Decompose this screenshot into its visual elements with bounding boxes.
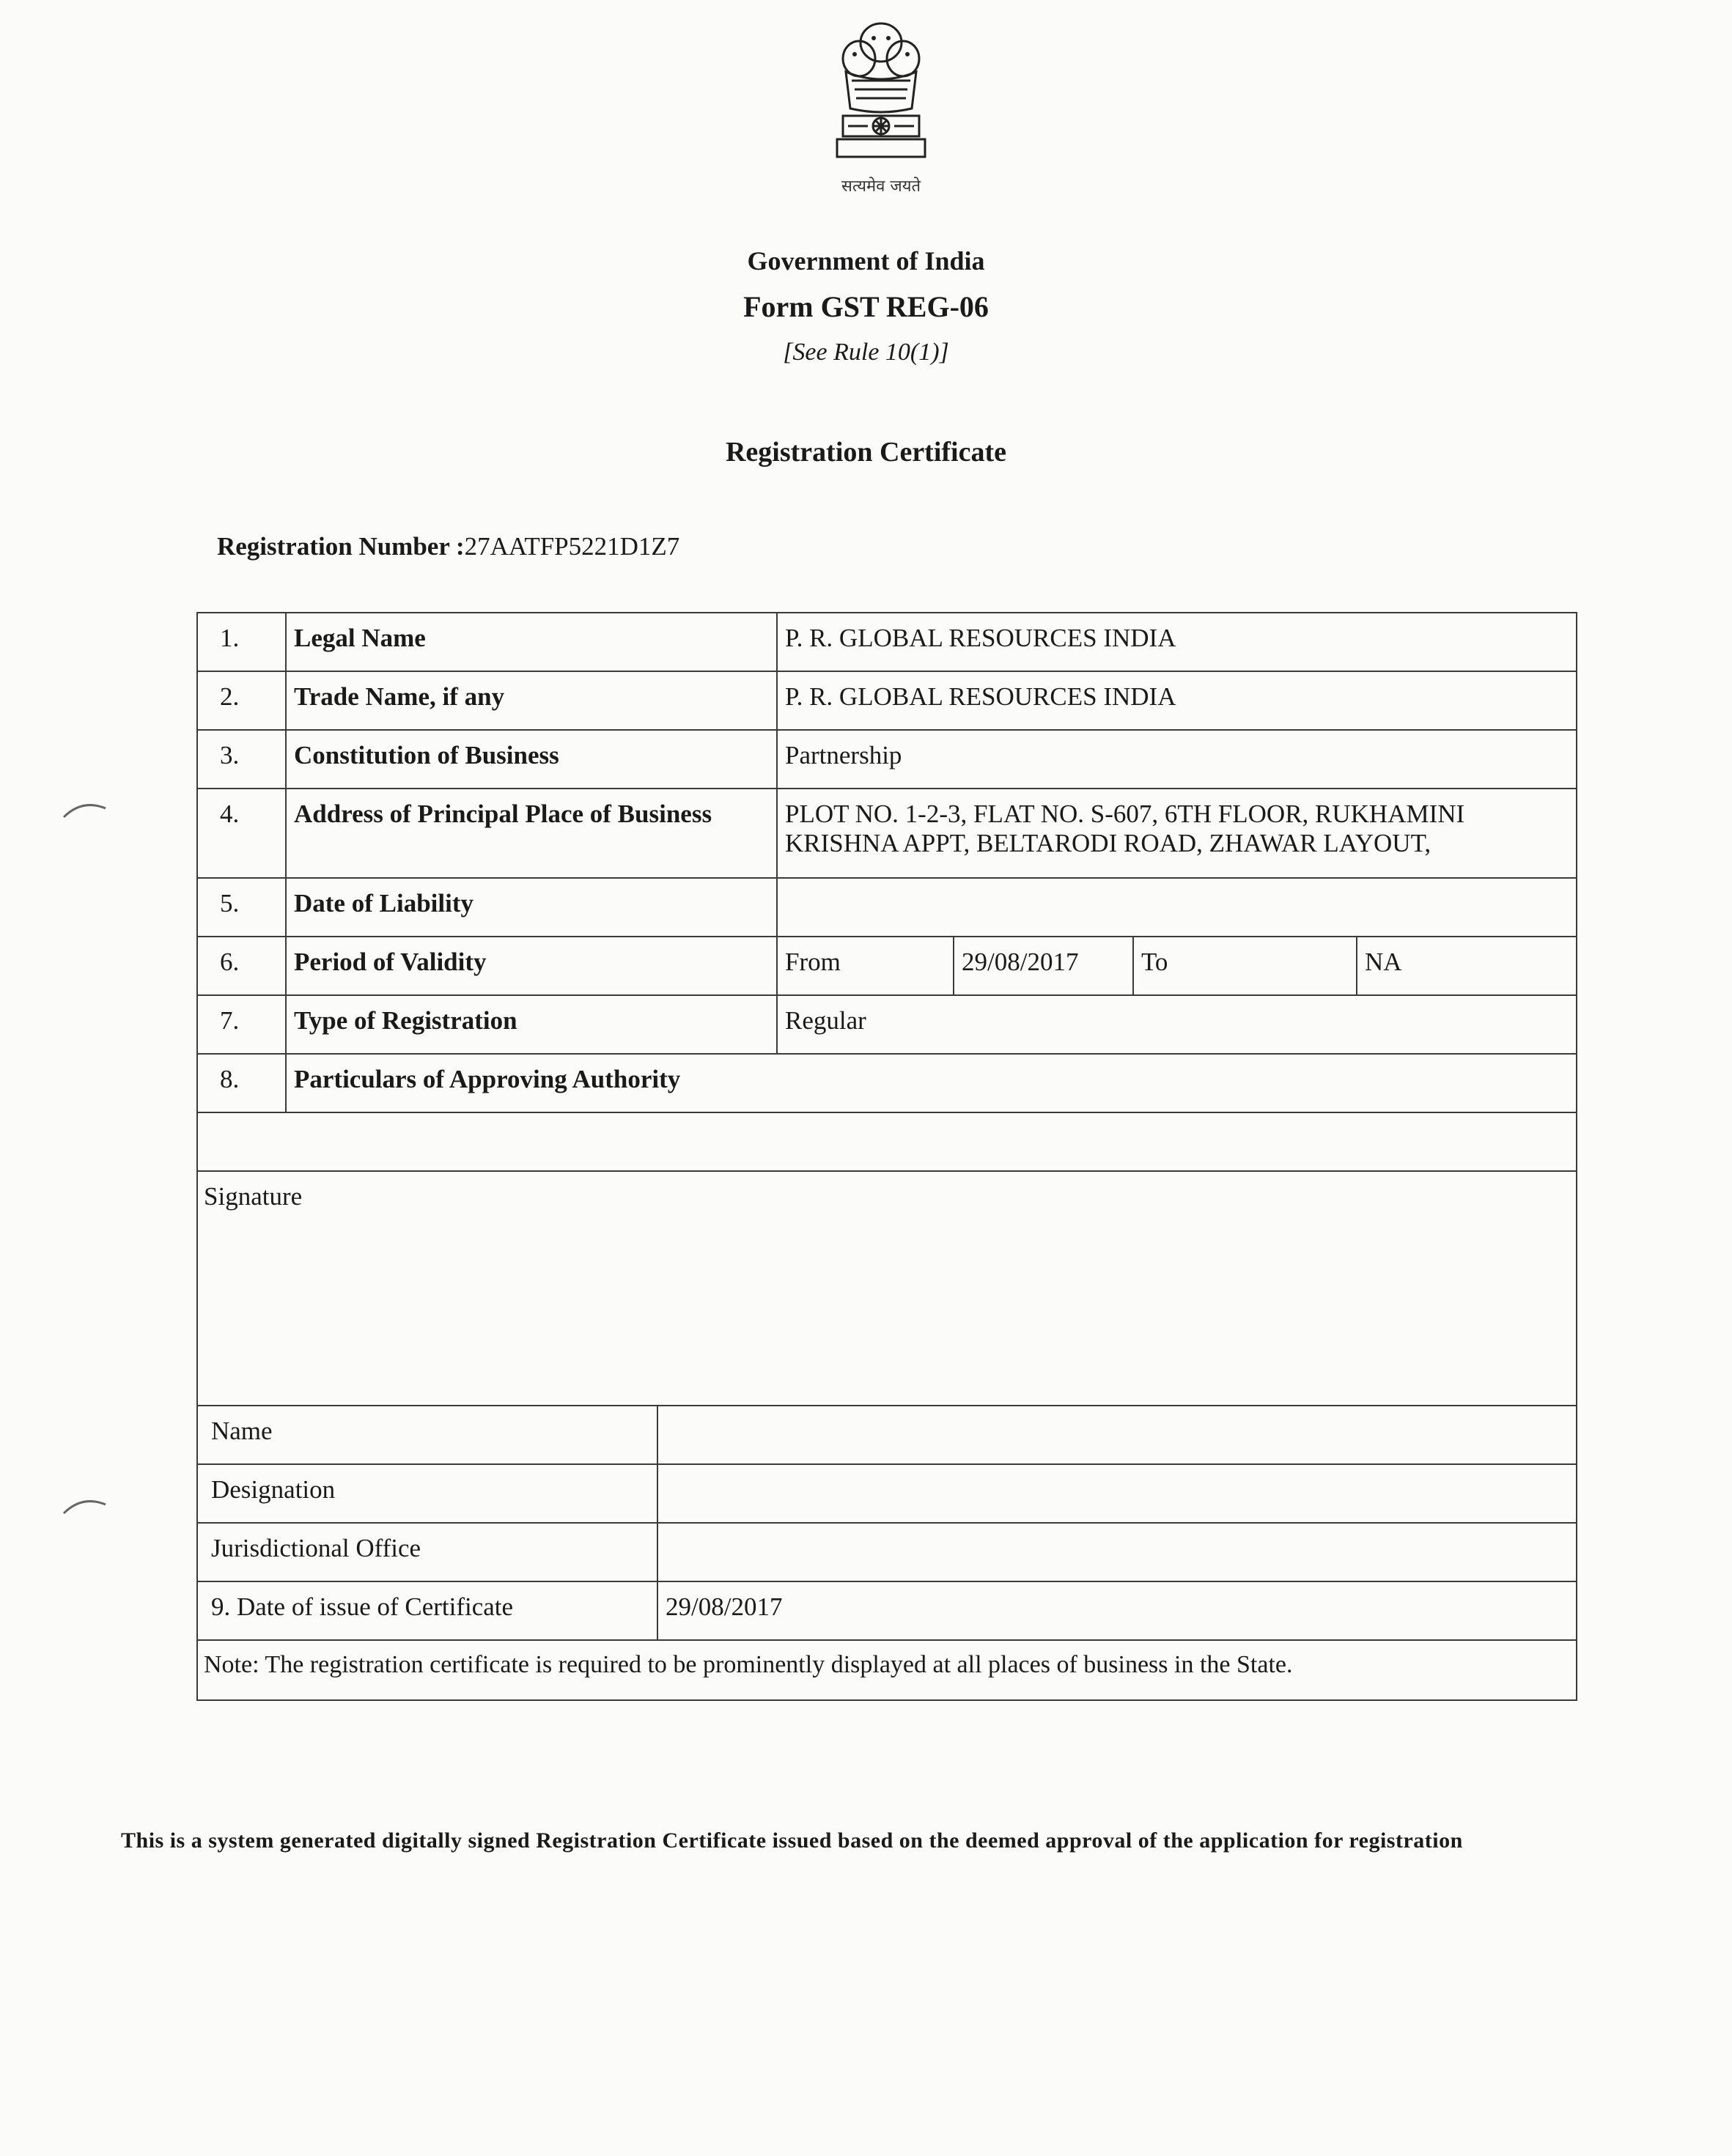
table-row <box>198 613 1576 672</box>
registration-type-value: Regular <box>785 1006 866 1035</box>
row-label: Date of Liability <box>287 879 778 936</box>
government-heading: Government of India <box>747 246 985 276</box>
table-row <box>198 996 1576 1055</box>
row-number: 3. <box>198 731 287 788</box>
state-emblem-icon <box>830 13 932 171</box>
row-label: Particulars of Approving Authority <box>294 1065 681 1093</box>
validity-from-label: From <box>778 937 954 994</box>
constitution-value: Partnership <box>785 741 902 769</box>
designation-label: Designation <box>198 1465 658 1522</box>
table-row <box>198 731 1576 789</box>
liability-date-value <box>778 879 1576 936</box>
registration-table <box>196 612 1577 1701</box>
signature-label: Signature <box>204 1182 303 1211</box>
row-number: 4. <box>198 789 287 877</box>
table-row <box>198 1055 1576 1113</box>
trade-name-value: P. R. GLOBAL RESOURCES INDIA <box>785 682 1176 711</box>
row-number: 8. <box>198 1055 287 1112</box>
row-label: Period of Validity <box>287 937 778 994</box>
row-number: 2. <box>198 672 287 729</box>
row-label: Trade Name, if any <box>287 672 778 729</box>
table-row <box>198 1465 1576 1524</box>
display-note: Note: The registration certificate is required to be prominently displayed at all places of business in the State. <box>204 1651 1293 1678</box>
validity-to-label: To <box>1134 937 1357 994</box>
row-number: 6. <box>198 937 287 994</box>
designation-value <box>658 1465 1576 1522</box>
registration-number-value: 27AATFP5221D1Z7 <box>464 532 680 561</box>
row-label: Type of Registration <box>287 996 778 1053</box>
registration-number <box>217 532 679 561</box>
system-generated-footer: This is a system generated digitally signed Registration Certificate issued based on the deemed approval of the application for registration <box>121 1828 1463 1853</box>
office-value <box>658 1524 1576 1581</box>
table-row <box>198 1524 1576 1582</box>
note-row <box>198 1641 1576 1699</box>
table-row <box>198 789 1576 879</box>
emblem-motto: सत्यमेव जयते <box>841 177 921 196</box>
address-value: PLOT NO. 1-2-3, FLAT NO. S-607, 6TH FLOOR, RUKHAMINI KRISHNA APPT, BELTARODI ROAD, ZHAWAR LAYOUT, <box>785 800 1465 857</box>
row-label: Legal Name <box>287 613 778 671</box>
row-label: Address of Principal Place of Business <box>287 789 778 877</box>
table-row <box>198 879 1576 937</box>
table-row <box>198 1582 1576 1641</box>
row-number: 7. <box>198 996 287 1053</box>
punch-hole-mark-icon <box>60 795 111 824</box>
rule-reference: [See Rule 10(1)] <box>783 339 949 366</box>
registration-number-label: Registration Number : <box>217 532 465 561</box>
validity-from-value: 29/08/2017 <box>954 937 1134 994</box>
signature-row <box>198 1172 1576 1406</box>
table-row <box>198 1406 1576 1465</box>
punch-hole-mark-icon <box>60 1491 111 1521</box>
blank-row <box>198 1113 1576 1172</box>
name-label: Name <box>198 1406 658 1463</box>
row-number: 1. <box>198 613 287 671</box>
name-value <box>658 1406 1576 1463</box>
office-label: Jurisdictional Office <box>198 1524 658 1581</box>
row-label: Constitution of Business <box>287 731 778 788</box>
table-row <box>198 937 1576 996</box>
issue-date-value: 29/08/2017 <box>666 1592 783 1621</box>
validity-to-value: NA <box>1365 948 1402 976</box>
legal-name-value: P. R. GLOBAL RESOURCES INDIA <box>785 624 1176 652</box>
row-number: 5. <box>198 879 287 936</box>
form-title: Form GST REG-06 <box>743 290 989 323</box>
table-row <box>198 672 1576 731</box>
certificate-title: Registration Certificate <box>725 437 1006 468</box>
issue-date-label: 9. Date of issue of Certificate <box>198 1582 658 1639</box>
